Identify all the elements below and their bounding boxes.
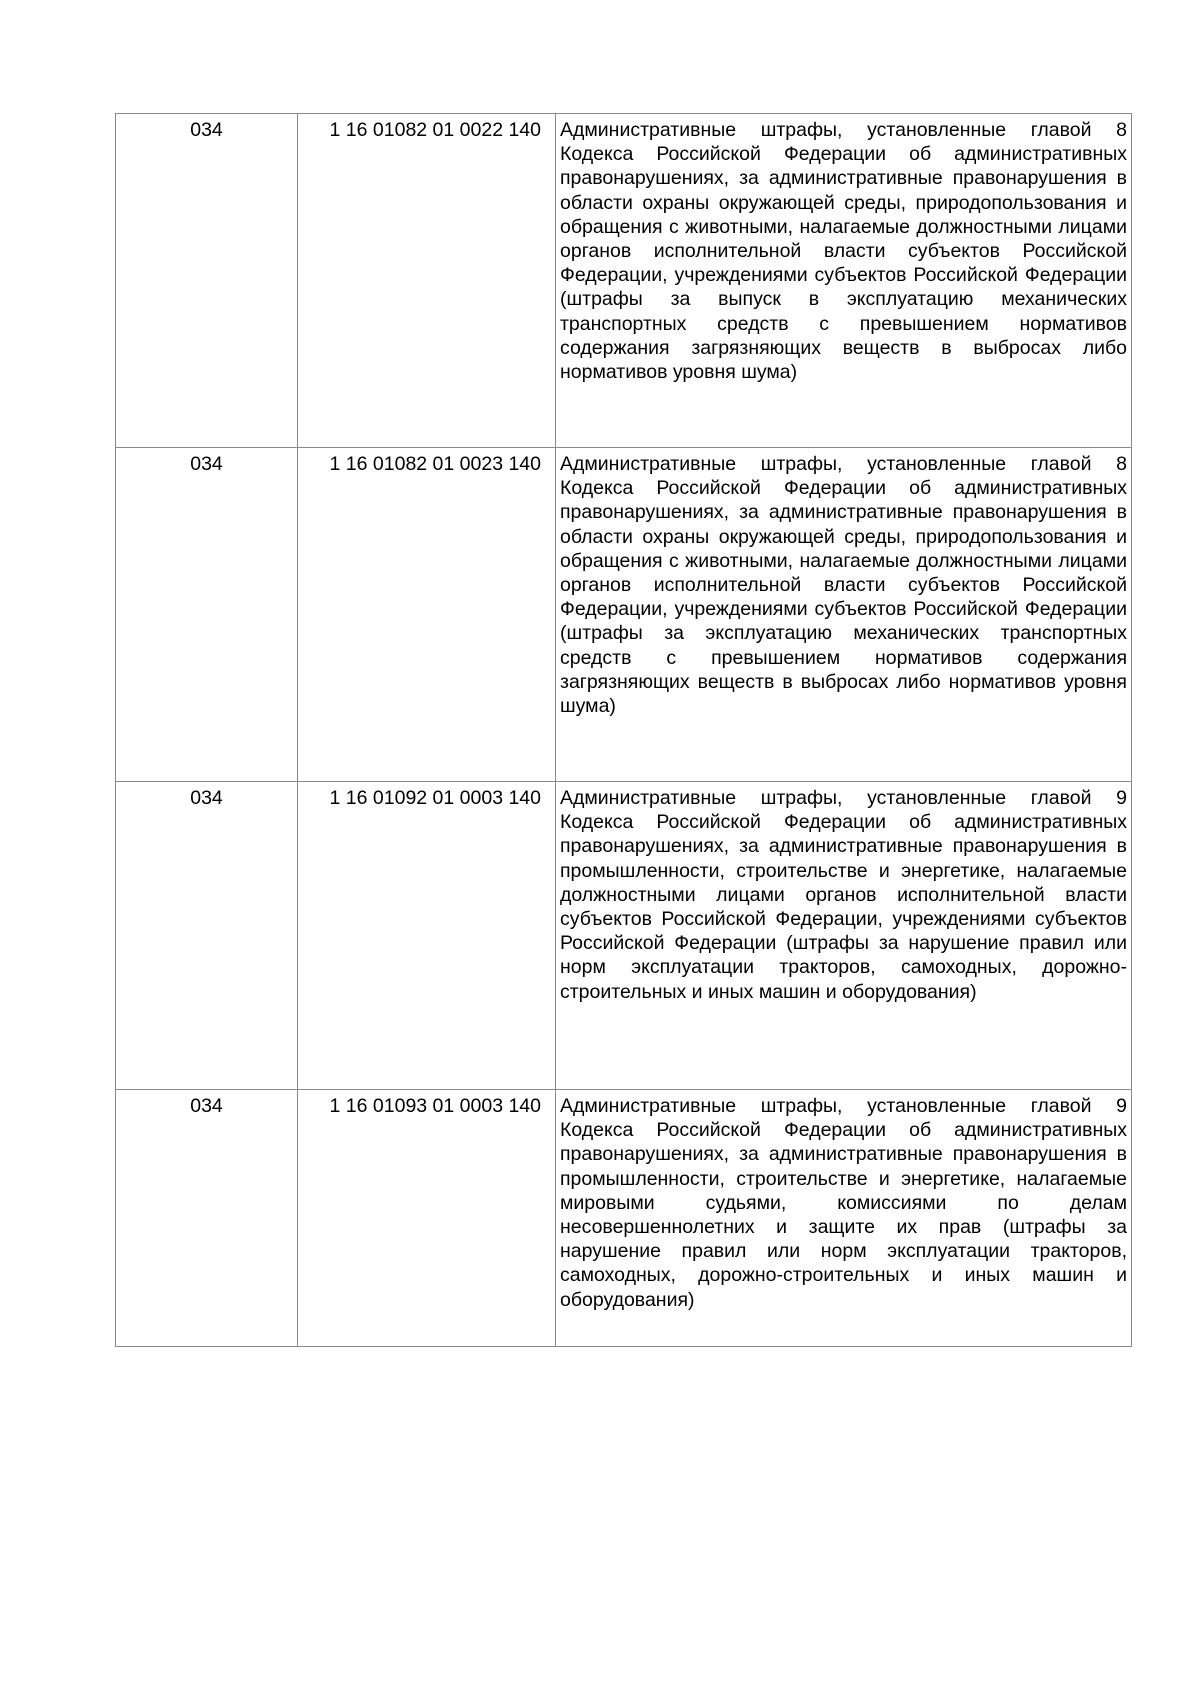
- table-row: [116, 114, 1132, 448]
- admin-code-cell: 034: [116, 448, 298, 782]
- admin-code-cell: 034: [116, 782, 298, 1090]
- description-cell: Административные штрафы, установленные главой 8 Кодекса Российской Федерации об административных правонарушениях, за административные правонарушения в области охраны окружающей среды, природопользования и обращения с животными, налагаемые должностными лицами органов исполнительной власти субъектов Российской Федерации, учреждениями субъектов Российской Федерации (штрафы за эксплуатацию механических транспортных средств с превышением нормативов содержания загрязняющих веществ в выбросах либо нормативов уровня шума): [556, 448, 1132, 782]
- budget-codes-table: [115, 113, 1132, 1347]
- description-cell: Административные штрафы, установленные главой 9 Кодекса Российской Федерации об административных правонарушениях, за административные правонарушения в промышленности, строительстве и энергетике, налагаемые должностными лицами органов исполнительной власти субъектов Российской Федерации, учреждениями субъектов Российской Федерации (штрафы за нарушение правил или норм эксплуатации тракторов, самоходных, дорожно-строительных и иных машин и оборудования): [556, 782, 1132, 1090]
- kbk-code-cell: 1 16 01093 01 0003 140: [298, 1090, 556, 1347]
- kbk-code-cell: 1 16 01082 01 0023 140: [298, 448, 556, 782]
- kbk-code-cell: 1 16 01082 01 0022 140: [298, 114, 556, 448]
- admin-code-cell: 034: [116, 114, 298, 448]
- table-row: [116, 448, 1132, 782]
- kbk-code-cell: 1 16 01092 01 0003 140: [298, 782, 556, 1090]
- description-cell: Административные штрафы, установленные главой 8 Кодекса Российской Федерации об административных правонарушениях, за административные правонарушения в области охраны окружающей среды, природопользования и обращения с животными, налагаемые должностными лицами органов исполнительной власти субъектов Российской Федерации, учреждениями субъектов Российской Федерации (штрафы за выпуск в эксплуатацию механических транспортных средств с превышением нормативов содержания загрязняющих веществ в выбросах либо нормативов уровня шума): [556, 114, 1132, 448]
- table-row: [116, 1090, 1132, 1347]
- admin-code-cell: 034: [116, 1090, 298, 1347]
- description-cell: Административные штрафы, установленные главой 9 Кодекса Российской Федерации об административных правонарушениях, за административные правонарушения в промышленности, строительстве и энергетике, налагаемые мировыми судьями, комиссиями по делам несовершеннолетних и защите их прав (штрафы за нарушение правил или норм эксплуатации тракторов, самоходных, дорожно-строительных и иных машин и оборудования): [556, 1090, 1132, 1347]
- table-row: [116, 782, 1132, 1090]
